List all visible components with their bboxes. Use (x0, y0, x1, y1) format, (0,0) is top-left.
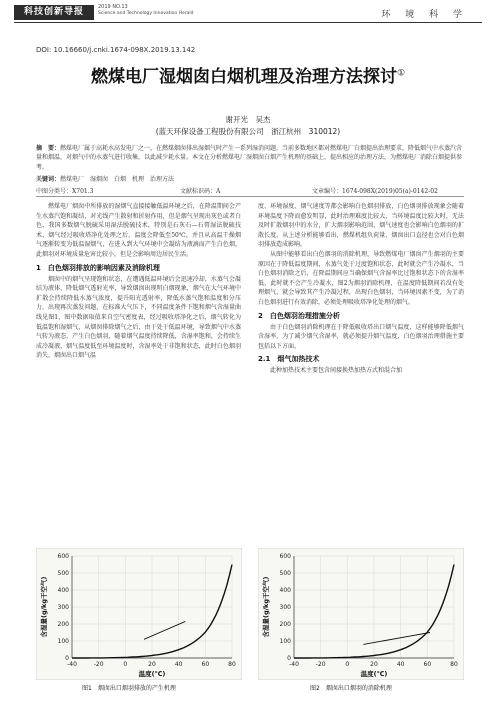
page-title (0, 62, 496, 87)
paragraph: 燃煤电厂烟囱中所排放的湿烟气直接接触低温环境之后，在降温期间会产生水蒸汽饱和凝结，对光线产生散射和折射作用，但是烟气呈现出灰色或者白色，我国多数烟气脱硫采用湿法脱硫技术，特别是石灰石—石膏湿法脱硫技术，烟气经过吸收塔净化处理之后，温度会降低至50℃，并且从高温干燥烟气逐渐转变为低温湿烟气，在进入到大气环境中会凝结为液滴而产生白色烟，此烟羽对环境质量危害比较小，但是会影响周边居民生活。 (36, 203, 241, 258)
x-tick-label: 60 (201, 661, 210, 668)
section-heading: 1 白色烟羽排放的影响因素及消除机理 (36, 263, 160, 272)
body-column-right (258, 202, 464, 544)
figure-1-chart (36, 548, 242, 680)
x-tick-label: -20 (93, 661, 104, 668)
paragraph: 此种加热技术主要包含间接换热加热方式和混合加 (270, 367, 403, 375)
x-tick-label: 40 (396, 661, 405, 668)
keywords-label: 关键词： (36, 176, 61, 183)
abstract-label: 摘 要： (36, 145, 61, 152)
x-axis-label: 温度(℃) (138, 670, 166, 678)
header-rule (14, 22, 482, 23)
paragraph: 烟囱中的烟气呈现饱和状态，在遭遇低温环境后会迅速冷却，水蒸气会凝结为液体，降低烟气透射光率，导致烟囱出现明白烟现象，烟气在大气环境中扩散会持续降低水蒸气浓度，提升阳光透射率，降低水蒸气饱和温度和分压力，出现再次蒸发问题，在标准大气压下，不同温度条件下饱和烟气含湿量曲线见图1，图中数据取值来自空气密度表，经过吸收塔净化之后，烟气转化为低温饱和湿烟气，从烟囱排除烟气之后，由于处于低温环境，导致烟气中水蒸气转为液态，产生白色烟羽，随着烟气温度持续降低，含湿率饱和，会持续生成冷凝液，烟气温度低至环境温度时，含湿率处于非饱和状态，此时白色烟羽消失，烟囱出口烟气温 (36, 275, 241, 360)
authors: 谢开光 吴杰 (225, 115, 271, 124)
keywords-text: 燃煤电厂 湿烟囱 白烟 机理 治理方法 (60, 176, 175, 183)
x-axis-label: 温度(℃) (360, 670, 388, 678)
article-id: 文章编号：1674-098X(2019)05(a)-0142-02 (312, 188, 438, 195)
section-heading: 2 白色烟羽治理措施分析 (258, 311, 340, 320)
y-tick-label: 100 (279, 638, 291, 645)
y-tick-label: 500 (57, 570, 69, 577)
doi[interactable]: DOI: 10.16660/j.cnki.1674-098X.2019.13.142 (36, 46, 196, 54)
issue-number: 2019 NO.13 (98, 4, 128, 10)
y-tick-label: 500 (279, 570, 291, 577)
figure-2-caption: 图2 烟囱出口烟羽的消除机理 (310, 685, 392, 692)
paragraph: 从图中能够看出白色烟羽的消除机理，导致燃煤电厂烟囱产生烟羽的主要原因在于降低温度期间，水蒸气处于过度饱和状态，此时就会产生冷凝水，当白色烟羽消除之后，在降温期间应当确保烟气含湿率比过饱和状态下的含湿率低，此时就不会产生冷凝水，图2为烟羽消除机理，在温度降低期间若没有处理烟气，就会导致其产生冷凝过程，出现白色烟羽，当环境因素不变，为了消白色烟羽进行有效消除，必须处理吸收塔净化处理的烟气。 (258, 250, 464, 306)
y-tick-label: 600 (57, 553, 69, 560)
y-tick-label: 400 (279, 587, 291, 594)
figure-2-chart (258, 548, 464, 680)
journal-name-en: Science and Technology Innovation Herald (98, 11, 194, 16)
x-tick-label: 20 (148, 661, 156, 668)
y-tick-label: 0 (65, 655, 69, 662)
affiliation: (蓝天环保设备工程股份有限公司 浙江杭州 310012) (155, 127, 341, 136)
y-tick-label: 0 (287, 655, 291, 662)
x-tick-label: -40 (289, 661, 299, 668)
x-tick-label: 40 (174, 661, 183, 668)
x-tick-label: 60 (423, 661, 432, 668)
paragraph: 度、环境湿度、烟气速度等都会影响白色烟羽排放，白色烟羽排放现象会随着环境温度下降而愈发明显，此时治理难度比较大，当环境温度比较大时，无法及时扩散烟羽中的水分，扩大烟羽影响范围，烟气速度也会影响白色烟羽的扩散长度，从上述分析能够看出，燃煤机组负荷量、烟囱出口直径也会对白色烟羽排放造成影响。 (258, 203, 464, 249)
x-tick-label: -20 (315, 661, 326, 668)
clc-number: 中图分类号：X701.3 (36, 188, 94, 195)
y-tick-label: 400 (57, 587, 69, 594)
paragraph: 由于白色烟羽消除机理在于降低吸收塔出口烟气温度，这样能够降低烟气含湿率，为了减少烟气含湿率，就必须提升烟气温度，白色烟羽治理措施主要包括以下方面。 (258, 323, 464, 350)
y-tick-label: 200 (57, 621, 69, 628)
abstract (36, 144, 464, 172)
figure-1-caption: 图1 烟囱出口烟羽排放的产生机理 (82, 685, 176, 692)
journal-badge: 科技创新导报 (14, 5, 94, 20)
x-tick-label: 80 (450, 661, 458, 668)
title-text: 燃煤电厂湿烟囱白烟机理及治理方法探讨 (90, 67, 397, 87)
y-tick-label: 300 (57, 604, 69, 611)
x-tick-label: -40 (67, 661, 77, 668)
section-name: 环 境 科 学 (381, 10, 468, 20)
x-tick-label: 80 (228, 661, 236, 668)
y-axis-label: 含湿量(g/kg干空气) (262, 576, 270, 638)
x-tick-label: 0 (123, 661, 128, 668)
doc-code: 文献标识码：A (180, 188, 221, 195)
keywords (36, 174, 464, 183)
x-tick-label: 20 (370, 661, 378, 668)
y-tick-label: 100 (57, 638, 69, 645)
body-column-left (36, 202, 241, 544)
y-axis-label: 含湿量(g/kg干空气) (40, 576, 48, 638)
section-heading: 2.1 烟气加热技术 (258, 355, 320, 364)
abstract-text: 燃煤电厂属于高耗水高发电厂之一，在燃煤烟囱排出湿烟气时产生一系列湿消问题，当前多数地区都对燃煤电厂白烟提出治理要求，降低烟气中水蒸汽含量和烟温，对烟气中的水蒸气进行收集，以此减少耗水量。本文在分析燃煤电厂湿烟囱白烟产生机理的基础上，提出相应的治理方法，为燃煤电厂消除白烟提供参考。 (36, 145, 463, 171)
meta-rule (36, 196, 464, 197)
y-tick-label: 600 (279, 553, 291, 560)
y-tick-label: 200 (279, 621, 291, 628)
y-tick-label: 300 (279, 604, 291, 611)
title-footnote-mark: ① (396, 68, 406, 79)
x-tick-label: 0 (345, 661, 350, 668)
